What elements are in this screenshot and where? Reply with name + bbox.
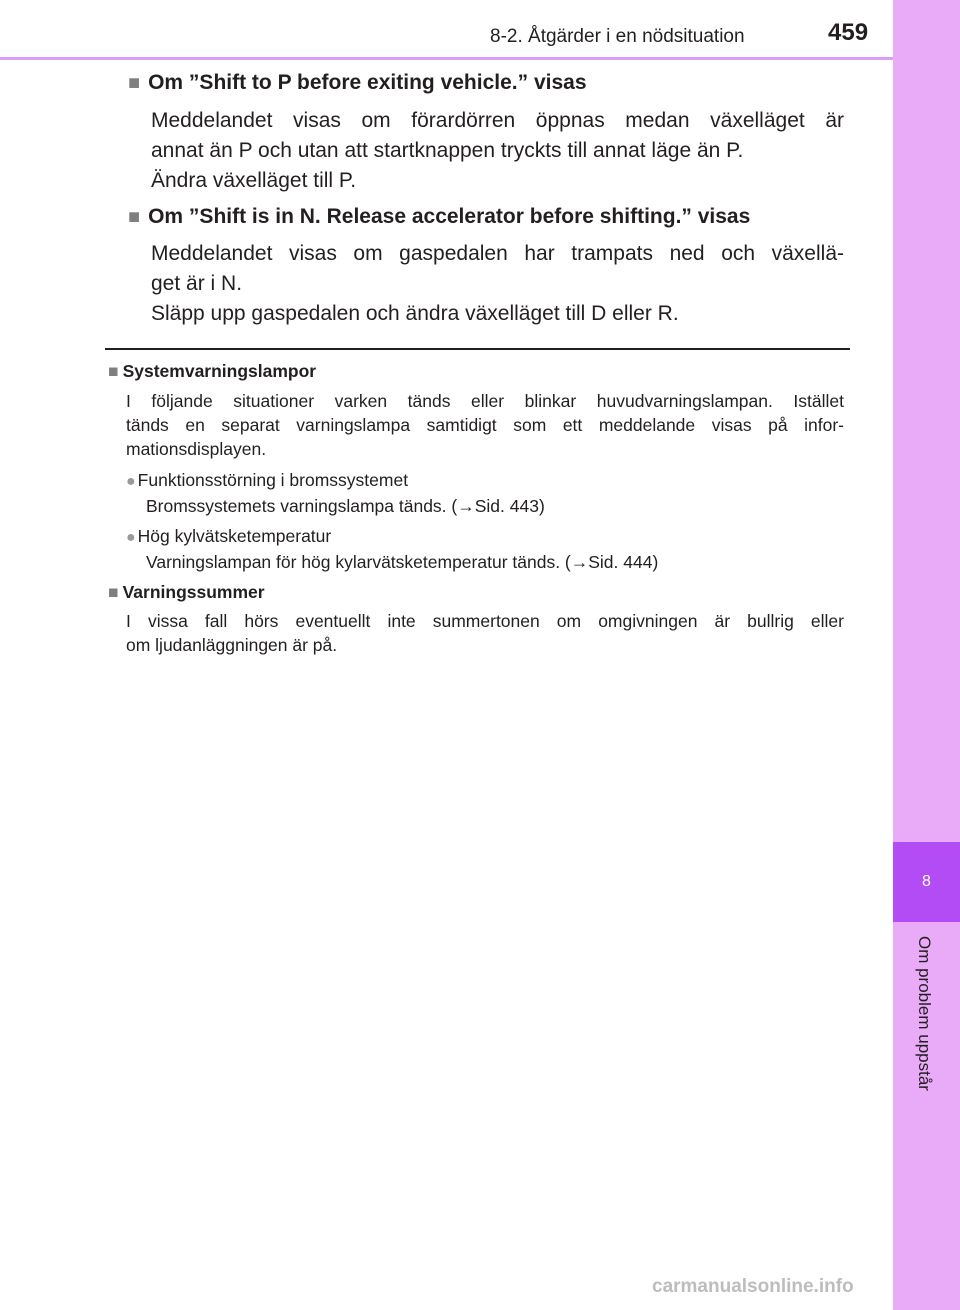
message-heading-text: Om ”Shift is in N. Release accelerator before shifting.” visas — [148, 205, 751, 228]
message-heading-text: Om ”Shift to P before exiting vehicle.” visas — [148, 71, 587, 94]
body-line: Meddelandet visas om gaspedalen har trampats ned och växellä- — [151, 242, 844, 265]
note-heading-text: Systemvarningslampor — [122, 361, 317, 381]
square-bullet-icon: ■ — [108, 361, 119, 381]
chapter-number-badge: 8 — [893, 842, 960, 922]
watermark: carmanualsonline.info — [652, 1276, 854, 1297]
header-divider — [0, 57, 893, 60]
note-heading-system-warning — [108, 359, 316, 383]
bullet-detail: Bromssystemets varningslampa tänds. (→Sid. 443) — [146, 496, 545, 516]
chapter-title: Om problem uppstår — [915, 936, 934, 1091]
square-bullet-icon: ■ — [128, 72, 141, 94]
body-line: I vissa fall hörs eventuellt inte summertonen om omgivningen är bullrig eller — [126, 611, 844, 631]
circle-bullet-icon: ● — [126, 529, 136, 546]
note-heading-buzzer — [108, 580, 265, 604]
body-line: annat än P och utan att startknappen tryckts till annat läge än P. — [151, 139, 744, 162]
body-line: I följande situationer varken tänds eller blinkar huvudvarningslampan. Istället — [126, 391, 844, 411]
bullet-detail: Varningslampan för hög kylarvätsketemperatur tänds. (→Sid. 444) — [146, 552, 659, 572]
list-item — [126, 468, 545, 518]
body-line: Meddelandet visas om förardörren öppnas medan växelläget är — [151, 109, 844, 132]
section-title: 8-2. Åtgärder i en nödsituation — [490, 26, 745, 47]
body-line: Släpp upp gaspedalen och ändra växelläget till D eller R. — [151, 302, 679, 325]
note-body-buzzer — [126, 609, 844, 657]
note-heading-text: Varningssummer — [122, 582, 265, 602]
message-body-shift-to-p — [151, 106, 844, 196]
square-bullet-icon: ■ — [108, 582, 119, 602]
page-number: 459 — [828, 19, 869, 46]
body-line: mationsdisplayen. — [126, 439, 267, 459]
message-body-shift-in-n — [151, 239, 844, 329]
section-divider — [105, 348, 850, 350]
square-bullet-icon: ■ — [128, 206, 141, 228]
message-heading-shift-to-p — [128, 68, 587, 98]
note-body-system-warning — [126, 389, 844, 461]
body-line: tänds en separat varningslampa samtidigt som ett meddelande visas på infor- — [126, 415, 844, 435]
message-heading-shift-in-n — [128, 202, 750, 232]
circle-bullet-icon: ● — [126, 473, 136, 490]
list-item — [126, 524, 658, 574]
body-line: get är i N. — [151, 272, 243, 295]
body-line: Ändra växelläget till P. — [151, 169, 357, 192]
bullet-title: Funktionsstörning i bromssystemet — [137, 470, 409, 490]
bullet-title: Hög kylvätsketemperatur — [137, 526, 332, 546]
body-line: om ljudanläggningen är på. — [126, 635, 338, 655]
